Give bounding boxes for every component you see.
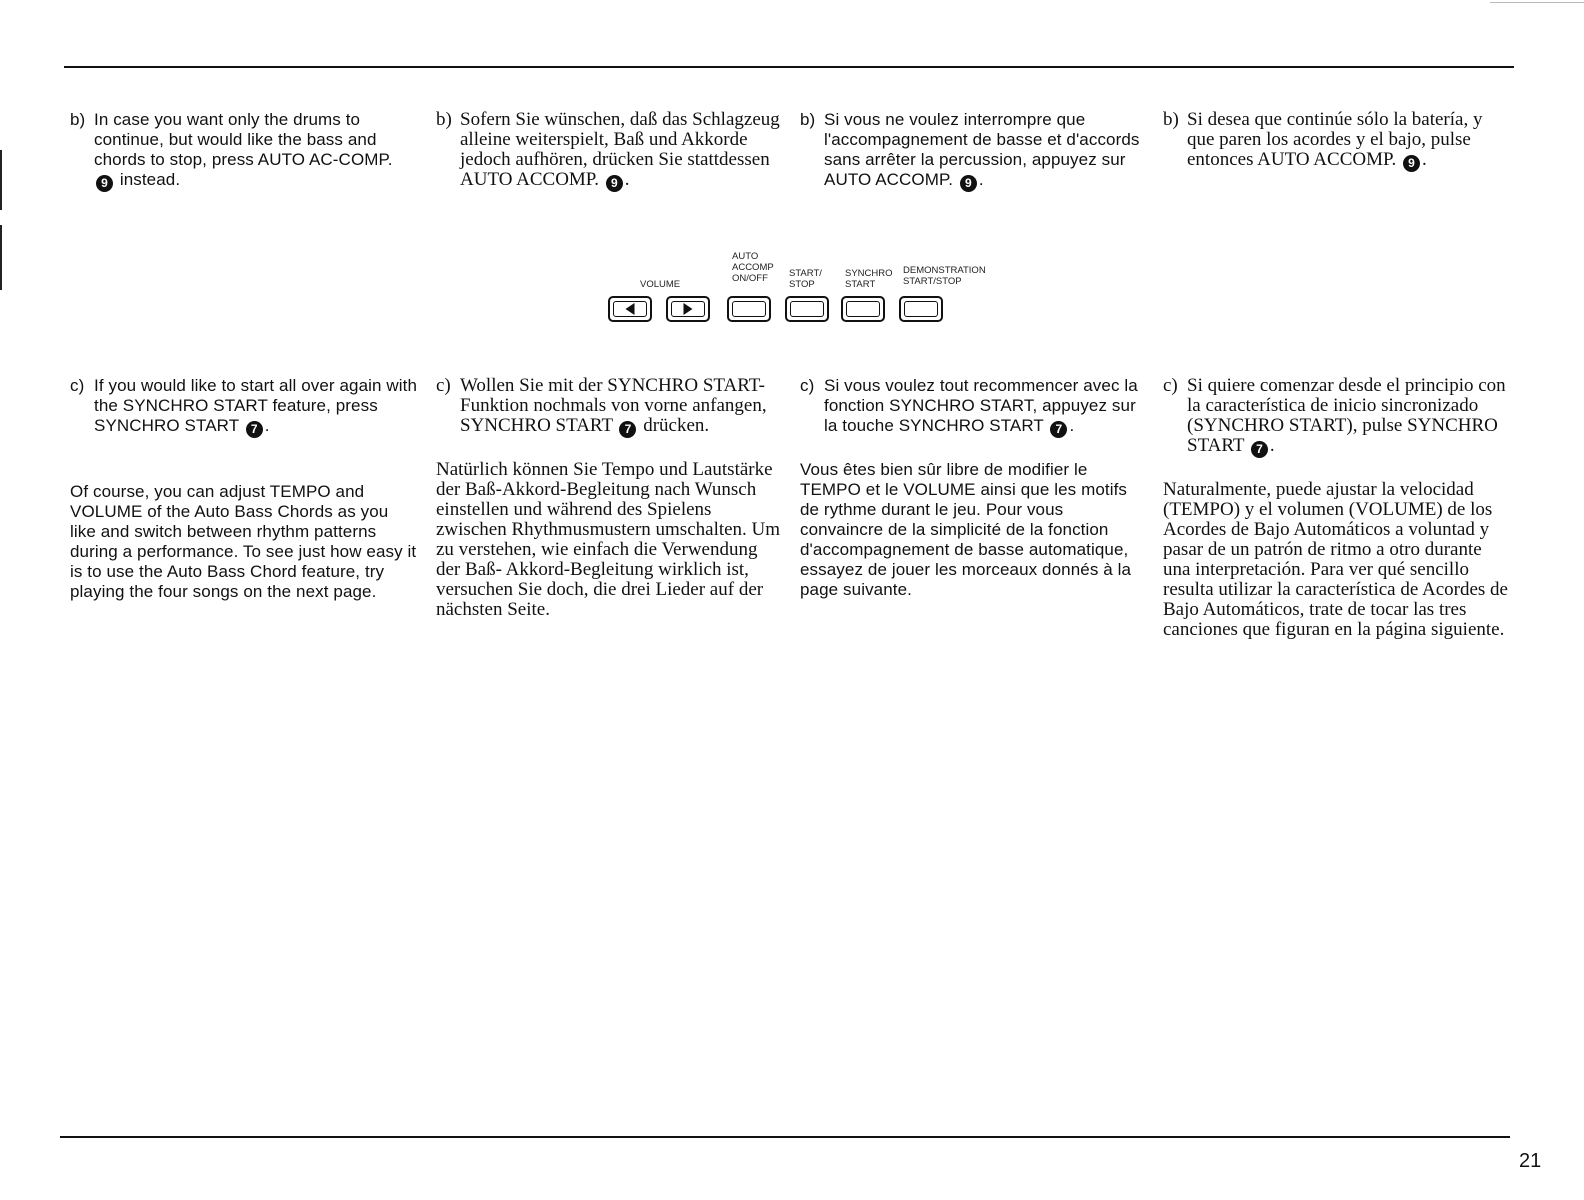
step-text: Si vous voulez tout recommencer avec la fonction SYNCHRO START, appuyez sur la touche SYNCHRO START 7 . (824, 376, 1138, 436)
volume-up-button (666, 296, 710, 322)
auto-accomp-button (727, 296, 771, 322)
step-text: Si desea que continúe sólo la batería, y que paren los acordes y el bajo, pulse entonces AUTO ACCOMP. 9 . (1187, 109, 1483, 170)
volume-label: VOLUME (640, 279, 681, 290)
column-french-c (800, 376, 1145, 600)
bottom-rule (60, 1136, 1510, 1138)
body-paragraph: Of course, you can adjust TEMPO and VOLUME of the Auto Bass Chords as you like and switch between rhythm patterns during a performance. To see just how easy it is to use the Auto Bass Chord feature, try playing the four songs on the next page. (70, 482, 417, 601)
volume-down-button (608, 296, 652, 322)
step-marker: b) (70, 110, 86, 129)
start-stop-button (785, 296, 829, 322)
column-spanish (1163, 110, 1513, 172)
start-stop-label: START/ STOP (789, 268, 822, 290)
column-german-c (436, 376, 781, 620)
step-text: Si vous ne voulez interrompre que l'accompagnement de basse et d'accords sans arrêter la percussion, appuyez sur AUTO ACCOMP. 9 . (824, 110, 1140, 190)
step-marker: b) (436, 109, 452, 130)
step-b (1163, 110, 1513, 172)
edge-mark (0, 150, 2, 210)
column-spanish-c (1163, 376, 1513, 640)
edge-mark (0, 225, 2, 290)
auto-accomp-label: AUTO ACCOMP ON/OFF (732, 251, 774, 284)
step-marker: c) (1163, 375, 1178, 396)
step-c (800, 376, 1145, 438)
page-number: 21 (1519, 1150, 1542, 1172)
step-text: In case you want only the drums to continue, but would like the bass and chords to stop, press AUTO AC-COMP. 9 instead. (94, 110, 393, 190)
demonstration-button (899, 296, 943, 322)
step-text: Si quiere comenzar desde el principio con la característica de inicio sincronizado (SYNCHRO START), pulse SYNCHRO START 7 . (1187, 375, 1506, 456)
step-c (70, 376, 418, 438)
body-paragraph: Natürlich können Sie Tempo und Lautstärke der Baß-Akkord-Begleitung nach Wunsch einstellen und während des Spielens zwischen Rhythmusmustern umschalten. Um zu verstehen, wie einfach die Verwendung der Baß- Akkord-Begleitung wirklich ist, versuchen Sie doch, die drei Lieder auf der nächsten Seite. (436, 459, 781, 620)
synchro-start-label: SYNCHRO START (845, 268, 893, 290)
step-text: Sofern Sie wünschen, daß das Schlagzeug alleine weiterspielt, Baß und Akkorde jedoch aufhören, drücken Sie stattdessen AUTO ACCOMP. 9 . (460, 109, 780, 190)
arrow-right-icon (684, 303, 693, 315)
control-panel-diagram (600, 248, 1020, 328)
column-french (800, 110, 1145, 192)
arrow-left-icon (626, 303, 635, 315)
button-number-badge: 9 (1403, 155, 1420, 172)
button-number-badge: 9 (606, 175, 623, 192)
button-number-badge: 7 (619, 421, 636, 438)
button-number-badge: 7 (246, 421, 263, 438)
column-english-c (70, 376, 418, 602)
body-paragraph: Naturalmente, puede ajustar la velocidad (TEMPO) y el volumen (VOLUME) de los Acordes de Bajo Automáticos a voluntad y pasar de un patrón de ritmo a otro durante una interpretación. Para ver qué sencillo resulta utilizar la característica de Acordes de Bajo Automáticos, trate de tocar las tres canciones que figuran en la página siguiente. (1163, 479, 1508, 640)
synchro-start-button (841, 296, 885, 322)
step-b (436, 110, 781, 192)
step-marker: c) (800, 376, 815, 395)
column-english (70, 110, 418, 192)
button-number-badge: 9 (96, 175, 113, 192)
step-c (1163, 376, 1513, 458)
button-number-badge: 7 (1050, 421, 1067, 438)
step-marker: b) (800, 110, 816, 129)
button-number-badge: 7 (1251, 441, 1268, 458)
step-b (70, 110, 418, 192)
step-text: If you would like to start all over again with the SYNCHRO START feature, press SYNCHRO START 7 . (94, 376, 418, 436)
corner-rule (1490, 2, 1584, 3)
top-rule (64, 66, 1514, 68)
step-b (800, 110, 1145, 192)
body-paragraph: Vous êtes bien sûr libre de modifier le TEMPO et le VOLUME ainsi que les motifs de rythme durant le jeu. Pour vous convaincre de la simplicité de la fonction d'accompagnement de basse automatique, essayez de jouer les morceaux donnés à la page suivante. (800, 460, 1132, 599)
step-marker: c) (436, 375, 451, 396)
step-text: Wollen Sie mit der SYNCHRO START-Funktion nochmals von vorne anfangen, SYNCHRO START 7 drücken. (460, 375, 767, 436)
demonstration-label: DEMONSTRATION START/STOP (903, 265, 986, 287)
column-german (436, 110, 781, 192)
button-number-badge: 9 (960, 175, 977, 192)
step-marker: c) (70, 376, 85, 395)
step-c (436, 376, 781, 438)
step-marker: b) (1163, 109, 1179, 130)
